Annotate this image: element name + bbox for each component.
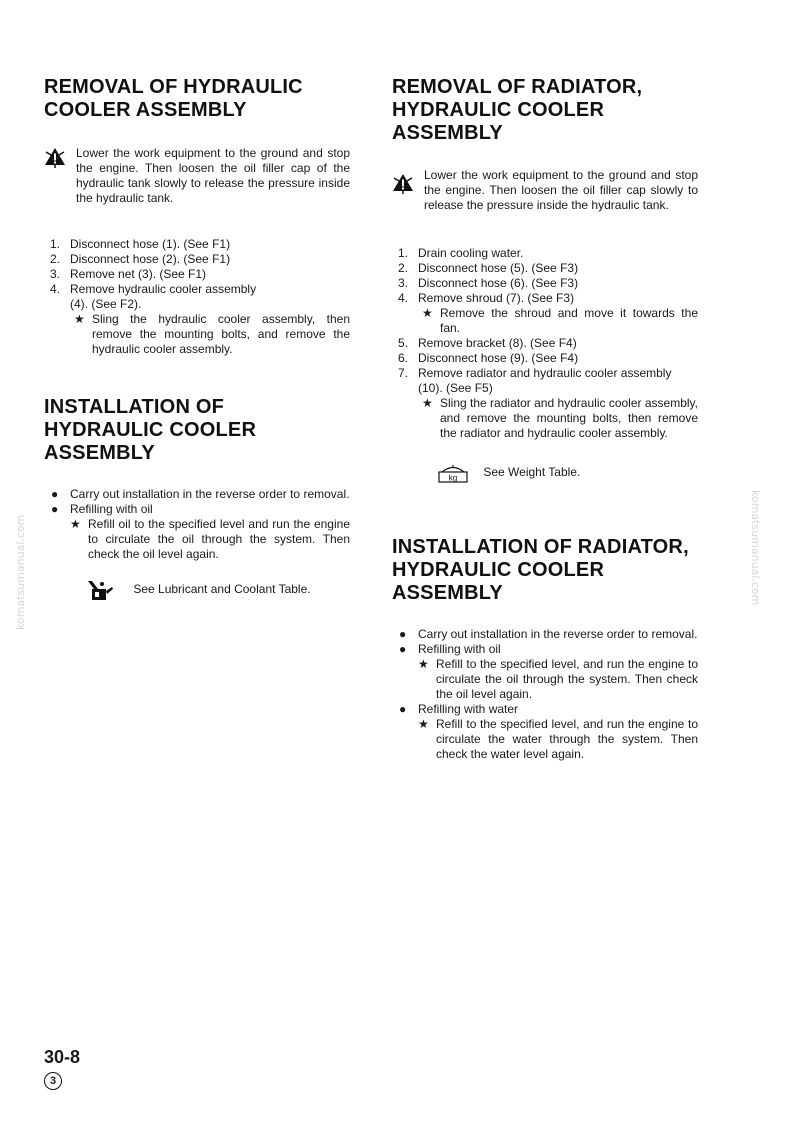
bullet-text: Refilling with oil [70,502,153,516]
step-number: 3. [398,276,409,290]
installation-hydraulic-cooler-title [44,396,350,465]
title-line: ASSEMBLY [392,582,503,604]
star-icon: ★ [74,312,85,326]
installation-bullets [50,487,350,562]
warning-note [44,146,350,206]
list-item [398,336,698,351]
bullet-icon: ● [399,702,407,716]
list-item [398,351,698,366]
star-icon: ★ [418,657,429,671]
step-number: 7. [398,366,409,380]
warning-triangle-icon [392,172,414,194]
step-number: 4. [50,282,61,296]
watermark-right: komatsumanual.com [749,490,762,606]
step-number: 1. [50,237,61,251]
title-line: ASSEMBLY [44,442,155,464]
list-item [50,487,350,502]
removal-steps [50,237,350,357]
list-item [398,642,698,702]
note-text: Refill to the specified level, and run the engine to circulate the water through the system. Then check the water level again. [436,717,698,761]
star-icon: ★ [422,306,433,320]
installation-radiator-title [392,536,698,605]
star-icon: ★ [422,396,433,410]
warning-text: Lower the work equipment to the ground and stop the engine. Then loosen the oil filler cap slowly to release the pressure inside the hydraulic tank. [424,168,698,212]
reference-text: See Lubricant and Coolant Table. [133,582,311,597]
list-item [50,502,350,562]
lubricant-reference [86,578,392,602]
step-number: 5. [398,336,409,350]
bullet-icon: ● [51,502,59,516]
title-line: INSTALLATION OF [44,396,225,418]
install-note [70,517,350,562]
bullet-icon: ● [399,627,407,641]
bullet-text: Carry out installation in the reverse order to removal. [418,627,698,641]
bullet-icon: ● [399,642,407,656]
removal-hydraulic-cooler-title [44,76,350,122]
note-text: Refill to the specified level, and run the engine to circulate the oil through the system. Then check the oil level again. [436,657,698,701]
list-item [50,237,350,252]
step-number: 2. [50,252,61,266]
list-item [398,276,698,291]
list-item [398,246,698,261]
warning-triangle-icon [44,146,66,168]
star-icon: ★ [70,517,81,531]
title-line: ASSEMBLY [392,122,503,144]
step-note [422,396,698,441]
step-text: Remove shroud (7). (See F3) [418,291,575,305]
title-line: HYDRAULIC COOLER [392,99,605,121]
title-line: REMOVAL OF RADIATOR, [392,76,643,98]
list-item [398,291,698,336]
list-item [50,252,350,267]
step-number: 2. [398,261,409,275]
step-text: Disconnect hose (9). (See F4) [418,351,579,365]
bullet-text: Refilling with oil [418,642,501,656]
list-item [398,627,698,642]
removal-radiator-title [392,76,698,145]
step-note [74,312,350,357]
step-text: Disconnect hose (2). (See F1) [70,252,231,266]
water-note [418,717,698,762]
oil-note [418,657,698,702]
note-text: Refill oil to the specified level and run the engine to circulate the oil through the system. Then check the oil level again. [88,517,350,561]
watermark-left: komatsumanual.com [14,514,27,630]
step-text: Disconnect hose (1). (See F1) [70,237,231,251]
revision-badge: 3 [44,1072,62,1090]
step-note [422,306,698,336]
step-text: Remove radiator and hydraulic cooler assembly (10). (See F5) [418,366,672,395]
reference-text: See Weight Table. [483,465,581,480]
step-text: Remove net (3). (See F1) [70,267,207,281]
step-number: 1. [398,246,409,260]
weight-reference [436,462,742,484]
title-line: COOLER ASSEMBLY [44,99,247,121]
step-text: Disconnect hose (6). (See F3) [418,276,579,290]
bullet-icon: ● [51,487,59,501]
list-item [50,282,350,357]
warning-text: Lower the work equipment to the ground and stop the engine. Then loosen the oil filler cap of the hydraulic tank slowly to release the pressure inside the hydraulic tank. [76,146,350,205]
step-text: Disconnect hose (5). (See F3) [418,261,579,275]
bullet-text: Refilling with water [418,702,519,716]
step-text: Remove hydraulic cooler assembly (4). (See F2). [70,282,257,311]
note-text: Sling the hydraulic cooler assembly, then remove the mounting bolts, and remove the hydraulic cooler assembly. [92,312,350,356]
step-number: 4. [398,291,409,305]
installation-bullets [398,627,698,762]
weight-unit: kg [448,473,458,483]
list-item [398,261,698,276]
step-number: 6. [398,351,409,365]
list-item [50,267,350,282]
weight-icon [436,462,470,484]
title-line: HYDRAULIC COOLER [392,559,605,581]
bullet-text: Carry out installation in the reverse order to removal. [70,487,350,501]
title-line: HYDRAULIC COOLER [44,419,257,441]
list-item [398,366,698,441]
step-number: 3. [50,267,61,281]
page-number: 30-8 [44,1047,81,1067]
star-icon: ★ [418,717,429,731]
removal-steps [398,246,698,441]
note-text: Remove the shroud and move it towards the fan. [440,306,698,335]
step-text: Remove bracket (8). (See F4) [418,336,577,350]
warning-note [392,168,698,213]
title-line: REMOVAL OF HYDRAULIC [44,76,303,98]
title-line: INSTALLATION OF RADIATOR, [392,536,689,558]
step-text: Drain cooling water. [418,246,524,260]
oil-can-icon [86,578,114,602]
list-item [398,702,698,762]
note-text: Sling the radiator and hydraulic cooler assembly, and remove the mounting bolts, then remove the radiator and hydraulic cooler assembly. [440,396,698,440]
